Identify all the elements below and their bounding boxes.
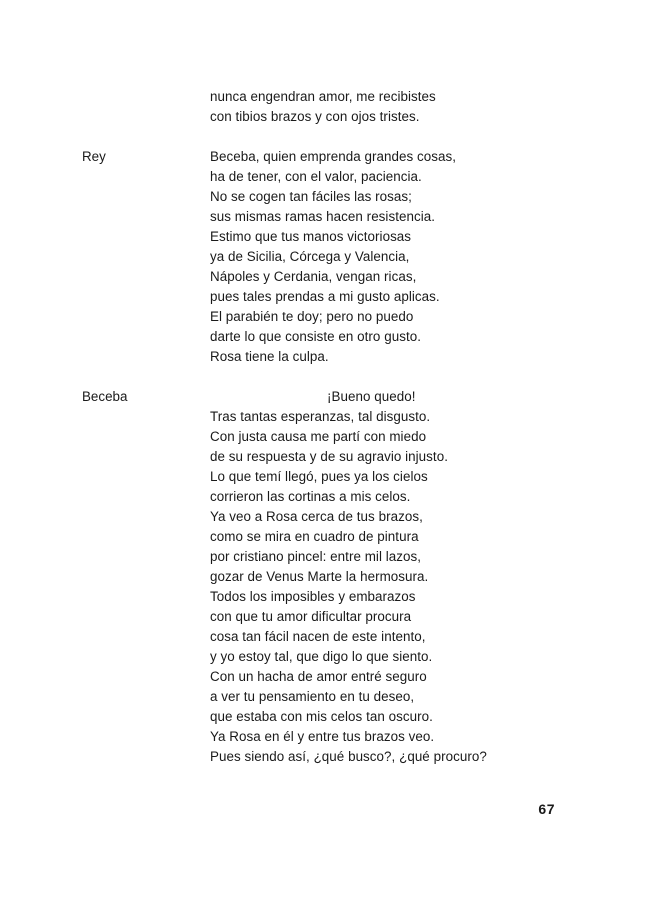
page-number: 67 (538, 801, 555, 817)
verse-line: corrieron las cortinas a mis celos. (210, 489, 411, 504)
verse-line: Nápoles y Cerdania, vengan ricas, (210, 269, 417, 284)
verse-line: ya de Sicilia, Córcega y Valencia, (210, 249, 410, 264)
speaker-name: Rey (82, 149, 106, 164)
verse-line: Ya veo a Rosa cerca de tus brazos, (210, 509, 423, 524)
verse-line: cosa tan fácil nacen de este intento, (210, 629, 426, 644)
verse-line: Con justa causa me partí con miedo (210, 429, 427, 444)
verse-line: Lo que temí llegó, pues ya los cielos (210, 469, 428, 484)
verse-line: sus mismas ramas hacen resistencia. (210, 209, 436, 224)
verse-line: como se mira en cuadro de pintura (210, 529, 419, 544)
verse-line: que estaba con mis celos tan oscuro. (210, 709, 433, 724)
verse-line: nunca engendran amor, me recibistes (210, 89, 436, 104)
verse-line: a ver tu pensamiento en tu deseo, (210, 689, 415, 704)
verse-line: ha de tener, con el valor, paciencia. (210, 169, 422, 184)
verse-line: con tibios brazos y con ojos tristes. (210, 109, 420, 124)
verse-line: darte lo que consiste en otro gusto. (210, 329, 421, 344)
verse-line: Pues siendo así, ¿qué busco?, ¿qué procuro? (210, 749, 487, 764)
verse-line: Con un hacha de amor entré seguro (210, 669, 427, 684)
verse-line: Todos los imposibles y embarazos (210, 589, 416, 604)
verse-line: gozar de Venus Marte la hermosura. (210, 569, 429, 584)
verse-line: Beceba, quien emprenda grandes cosas, (210, 149, 457, 164)
verse-line: de su respuesta y de su agravio injusto. (210, 449, 448, 464)
verse-line: Ya Rosa en él y entre tus brazos veo. (210, 729, 435, 744)
verse-line: Tras tantas esperanzas, tal disgusto. (210, 409, 431, 424)
verse-line: pues tales prendas a mi gusto aplicas. (210, 289, 440, 304)
verse-line: con que tu amor dificultar procura (210, 609, 412, 624)
verse-line: No se cogen tan fáciles las rosas; (210, 189, 412, 204)
verse-line: Rosa tiene la culpa. (210, 349, 329, 364)
verse-line: por cristiano pincel: entre mil lazos, (210, 549, 422, 564)
verse-line: y yo estoy tal, que digo lo que siento. (210, 649, 433, 664)
verse-line: Estimo que tus manos victoriosas (210, 229, 412, 244)
speaker-name: Beceba (82, 389, 128, 404)
verse-line-indented: ¡Bueno quedo! (327, 389, 416, 404)
verse-line: El parabién te doy; pero no puedo (210, 309, 414, 324)
